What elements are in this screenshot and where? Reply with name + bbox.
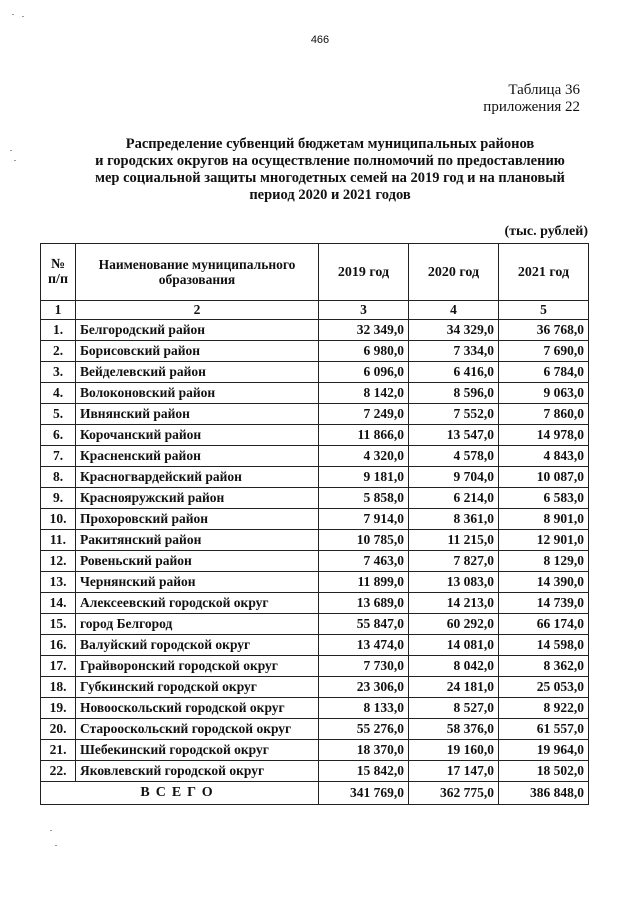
table-ref-line-1: Таблица 36 bbox=[508, 82, 580, 98]
municipality-name: Ивнянский район bbox=[76, 404, 319, 425]
value-2021: 14 739,0 bbox=[499, 593, 589, 614]
row-number: 1. bbox=[41, 320, 76, 341]
value-2019: 55 276,0 bbox=[319, 719, 409, 740]
table-row bbox=[41, 740, 589, 761]
title-line-3: мер социальной защиты многодетных семей на 2019 год и на плановый bbox=[95, 170, 565, 186]
table-row bbox=[41, 383, 589, 404]
total-2020: 362 775,0 bbox=[409, 782, 499, 805]
table-footer bbox=[41, 782, 589, 805]
col-index: 2 bbox=[76, 301, 319, 320]
value-2019: 4 320,0 bbox=[319, 446, 409, 467]
row-number: 17. bbox=[41, 656, 76, 677]
municipality-name: Волоконовский район bbox=[76, 383, 319, 404]
table-row bbox=[41, 446, 589, 467]
col-index: 1 bbox=[41, 301, 76, 320]
table-row bbox=[41, 761, 589, 782]
value-2019: 11 899,0 bbox=[319, 572, 409, 593]
table-row bbox=[41, 656, 589, 677]
table-row bbox=[41, 425, 589, 446]
total-2021: 386 848,0 bbox=[499, 782, 589, 805]
value-2021: 7 860,0 bbox=[499, 404, 589, 425]
table-row bbox=[41, 530, 589, 551]
row-number: 7. bbox=[41, 446, 76, 467]
table-row bbox=[41, 467, 589, 488]
total-2019: 341 769,0 bbox=[319, 782, 409, 805]
value-2020: 9 704,0 bbox=[409, 467, 499, 488]
value-2021: 12 901,0 bbox=[499, 530, 589, 551]
municipality-name: Красненский район bbox=[76, 446, 319, 467]
row-number: 22. bbox=[41, 761, 76, 782]
municipality-name: Старооскольский городской округ bbox=[76, 719, 319, 740]
value-2021: 8 129,0 bbox=[499, 551, 589, 572]
row-number: 15. bbox=[41, 614, 76, 635]
page-number: 466 bbox=[310, 34, 330, 46]
row-number: 18. bbox=[41, 677, 76, 698]
value-2019: 7 914,0 bbox=[319, 509, 409, 530]
municipality-name: Ровеньский район bbox=[76, 551, 319, 572]
value-2019: 5 858,0 bbox=[319, 488, 409, 509]
table-row bbox=[41, 488, 589, 509]
municipality-name: Борисовский район bbox=[76, 341, 319, 362]
units-label: (тыс. рублей) bbox=[504, 224, 588, 239]
value-2021: 14 390,0 bbox=[499, 572, 589, 593]
municipality-name: Белгородский район bbox=[76, 320, 319, 341]
table-ref-line-2: приложения 22 bbox=[483, 99, 580, 115]
col-index: 4 bbox=[409, 301, 499, 320]
municipality-name: Краснояружский район bbox=[76, 488, 319, 509]
value-2020: 4 578,0 bbox=[409, 446, 499, 467]
scan-speck bbox=[55, 845, 57, 846]
row-number: 14. bbox=[41, 593, 76, 614]
table-row bbox=[41, 509, 589, 530]
row-number: 3. bbox=[41, 362, 76, 383]
row-number: 21. bbox=[41, 740, 76, 761]
table-body bbox=[41, 301, 589, 782]
row-number: 5. bbox=[41, 404, 76, 425]
value-2020: 60 292,0 bbox=[409, 614, 499, 635]
value-2021: 6 583,0 bbox=[499, 488, 589, 509]
value-2020: 34 329,0 bbox=[409, 320, 499, 341]
value-2020: 7 827,0 bbox=[409, 551, 499, 572]
municipality-name: Чернянский район bbox=[76, 572, 319, 593]
scan-speck bbox=[12, 14, 14, 15]
header-2021: 2021 год bbox=[499, 244, 589, 301]
municipality-name: Валуйский городской округ bbox=[76, 635, 319, 656]
municipality-name: Губкинский городской округ bbox=[76, 677, 319, 698]
value-2019: 11 866,0 bbox=[319, 425, 409, 446]
col-index: 5 bbox=[499, 301, 589, 320]
value-2020: 11 215,0 bbox=[409, 530, 499, 551]
header-name: Наименование муниципального образования bbox=[76, 244, 319, 301]
table-row bbox=[41, 572, 589, 593]
value-2020: 8 042,0 bbox=[409, 656, 499, 677]
row-number: 4. bbox=[41, 383, 76, 404]
row-number: 6. bbox=[41, 425, 76, 446]
value-2019: 8 133,0 bbox=[319, 698, 409, 719]
value-2019: 13 689,0 bbox=[319, 593, 409, 614]
municipality-name: город Белгород bbox=[76, 614, 319, 635]
subvention-table bbox=[40, 243, 589, 805]
value-2019: 7 249,0 bbox=[319, 404, 409, 425]
municipality-name: Корочанский район bbox=[76, 425, 319, 446]
table-row bbox=[41, 698, 589, 719]
value-2020: 19 160,0 bbox=[409, 740, 499, 761]
table-row bbox=[41, 404, 589, 425]
row-number: 10. bbox=[41, 509, 76, 530]
table-row bbox=[41, 677, 589, 698]
value-2020: 13 547,0 bbox=[409, 425, 499, 446]
table-header bbox=[41, 244, 589, 301]
column-index-row bbox=[41, 301, 589, 320]
value-2021: 8 922,0 bbox=[499, 698, 589, 719]
value-2019: 23 306,0 bbox=[319, 677, 409, 698]
value-2019: 6 980,0 bbox=[319, 341, 409, 362]
row-number: 19. bbox=[41, 698, 76, 719]
value-2020: 8 527,0 bbox=[409, 698, 499, 719]
value-2019: 8 142,0 bbox=[319, 383, 409, 404]
value-2021: 4 843,0 bbox=[499, 446, 589, 467]
col-index: 3 bbox=[319, 301, 409, 320]
value-2021: 66 174,0 bbox=[499, 614, 589, 635]
value-2020: 6 214,0 bbox=[409, 488, 499, 509]
municipality-name: Вейделевский район bbox=[76, 362, 319, 383]
row-number: 8. bbox=[41, 467, 76, 488]
municipality-name: Красногвардейский район bbox=[76, 467, 319, 488]
document-title bbox=[40, 136, 620, 204]
title-line-4: период 2020 и 2021 годов bbox=[249, 187, 411, 203]
value-2021: 8 901,0 bbox=[499, 509, 589, 530]
municipality-name: Алексеевский городской округ bbox=[76, 593, 319, 614]
title-line-2: и городских округов на осуществление полномочий по предоставлению bbox=[95, 153, 565, 169]
total-row bbox=[41, 782, 589, 805]
scan-speck bbox=[50, 830, 52, 831]
value-2020: 8 596,0 bbox=[409, 383, 499, 404]
value-2019: 55 847,0 bbox=[319, 614, 409, 635]
table-row bbox=[41, 635, 589, 656]
value-2021: 36 768,0 bbox=[499, 320, 589, 341]
row-number: 12. bbox=[41, 551, 76, 572]
value-2020: 14 081,0 bbox=[409, 635, 499, 656]
table-row bbox=[41, 719, 589, 740]
table-row bbox=[41, 341, 589, 362]
value-2021: 61 557,0 bbox=[499, 719, 589, 740]
value-2020: 58 376,0 bbox=[409, 719, 499, 740]
value-2019: 13 474,0 bbox=[319, 635, 409, 656]
value-2019: 32 349,0 bbox=[319, 320, 409, 341]
value-2021: 6 784,0 bbox=[499, 362, 589, 383]
value-2021: 14 978,0 bbox=[499, 425, 589, 446]
value-2020: 8 361,0 bbox=[409, 509, 499, 530]
municipality-name: Шебекинский городской округ bbox=[76, 740, 319, 761]
total-label: ВСЕГО bbox=[41, 782, 319, 805]
value-2019: 7 463,0 bbox=[319, 551, 409, 572]
value-2021: 14 598,0 bbox=[499, 635, 589, 656]
value-2021: 25 053,0 bbox=[499, 677, 589, 698]
value-2021: 18 502,0 bbox=[499, 761, 589, 782]
value-2019: 7 730,0 bbox=[319, 656, 409, 677]
table-reference bbox=[483, 82, 580, 116]
table-row bbox=[41, 320, 589, 341]
value-2020: 24 181,0 bbox=[409, 677, 499, 698]
row-number: 2. bbox=[41, 341, 76, 362]
row-number: 16. bbox=[41, 635, 76, 656]
header-2020: 2020 год bbox=[409, 244, 499, 301]
value-2019: 15 842,0 bbox=[319, 761, 409, 782]
value-2020: 7 552,0 bbox=[409, 404, 499, 425]
table-row bbox=[41, 551, 589, 572]
row-number: 13. bbox=[41, 572, 76, 593]
municipality-name: Прохоровский район bbox=[76, 509, 319, 530]
value-2020: 17 147,0 bbox=[409, 761, 499, 782]
row-number: 20. bbox=[41, 719, 76, 740]
value-2019: 18 370,0 bbox=[319, 740, 409, 761]
row-number: 11. bbox=[41, 530, 76, 551]
table-row bbox=[41, 593, 589, 614]
scan-speck bbox=[22, 16, 24, 17]
value-2020: 6 416,0 bbox=[409, 362, 499, 383]
table-row bbox=[41, 614, 589, 635]
value-2019: 10 785,0 bbox=[319, 530, 409, 551]
title-line-1: Распределение субвенций бюджетам муниципальных районов bbox=[125, 136, 535, 152]
scan-speck bbox=[10, 150, 12, 151]
value-2020: 7 334,0 bbox=[409, 341, 499, 362]
header-2019: 2019 год bbox=[319, 244, 409, 301]
value-2021: 7 690,0 bbox=[499, 341, 589, 362]
value-2019: 6 096,0 bbox=[319, 362, 409, 383]
header-row bbox=[41, 244, 589, 301]
value-2021: 9 063,0 bbox=[499, 383, 589, 404]
municipality-name: Грайворонский городской округ bbox=[76, 656, 319, 677]
municipality-name: Яковлевский городской округ bbox=[76, 761, 319, 782]
scan-speck bbox=[14, 160, 16, 161]
value-2020: 14 213,0 bbox=[409, 593, 499, 614]
header-num: № п/п bbox=[41, 244, 76, 301]
value-2021: 8 362,0 bbox=[499, 656, 589, 677]
municipality-name: Ракитянский район bbox=[76, 530, 319, 551]
value-2020: 13 083,0 bbox=[409, 572, 499, 593]
value-2019: 9 181,0 bbox=[319, 467, 409, 488]
row-number: 9. bbox=[41, 488, 76, 509]
value-2021: 10 087,0 bbox=[499, 467, 589, 488]
value-2021: 19 964,0 bbox=[499, 740, 589, 761]
municipality-name: Новооскольский городской округ bbox=[76, 698, 319, 719]
table-row bbox=[41, 362, 589, 383]
